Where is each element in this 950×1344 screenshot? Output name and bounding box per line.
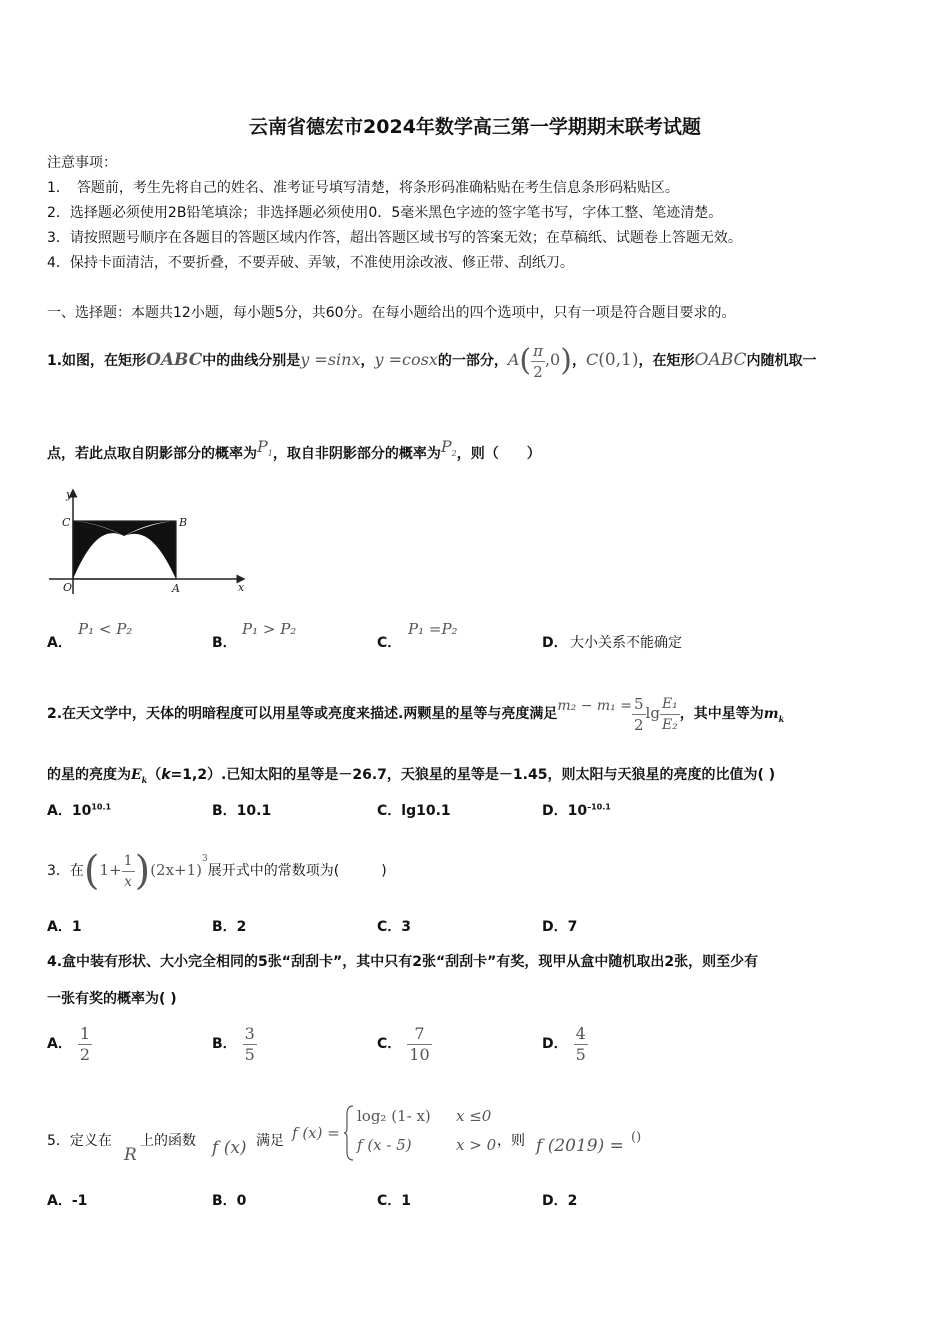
q5-case2-cond: x > 0 (456, 1136, 497, 1154)
q1-text: 内随机取一 (746, 353, 817, 369)
q1-text: ，则（ ） (456, 446, 541, 462)
q3-option-c[interactable] (377, 916, 411, 936)
q5-option-a[interactable] (47, 1190, 87, 1210)
option-text: -1 (71, 1193, 88, 1209)
option-exponent: 10.1 (91, 802, 112, 812)
q1-text: ， (360, 353, 375, 369)
q4-option-b[interactable] (212, 1018, 257, 1070)
fraction-numerator: E₁ (660, 694, 680, 715)
right-paren: ) (134, 848, 151, 894)
q1-option-a-label[interactable]: A． (47, 635, 72, 651)
option-text: 2 (236, 919, 247, 935)
option-label: C． (377, 1036, 402, 1052)
fraction-numerator: 4 (575, 1023, 586, 1043)
option-text: 2 (567, 1193, 578, 1209)
notice-heading: 注意事项： (47, 155, 117, 171)
fraction-denominator: 2 (533, 362, 543, 381)
fraction-denominator: 2 (633, 715, 644, 734)
option-text: 0 (236, 1193, 247, 1209)
option-label: D． (542, 1036, 568, 1052)
q3-one-plus: 1+ (99, 861, 122, 879)
q2-five-halves (632, 694, 646, 735)
p-symbol: P (257, 437, 268, 456)
p-sub: 2 (451, 449, 457, 459)
q4-option-a[interactable] (47, 1018, 92, 1070)
q4-option-d[interactable] (542, 1018, 588, 1070)
notice-item-3: 3．请按照题号顺序在各题目的答题区域内作答，超出答题区域书写的答案无效；在草稿纸、试题卷上答题无效。 (47, 230, 742, 246)
option-label: B． (212, 1193, 237, 1209)
q2-lg: lg (645, 704, 660, 722)
q5-fx: f (x) (212, 1138, 247, 1158)
q2-option-c[interactable] (377, 800, 451, 820)
option-label: B． (212, 803, 237, 819)
fraction-denominator: 10 (409, 1044, 430, 1064)
e-sub: k (141, 774, 148, 785)
q1-text: 中的曲线分别是 (202, 353, 301, 369)
e-symbol: E (131, 767, 142, 783)
q1-point-a: A (507, 350, 520, 369)
fraction-denominator: x (124, 873, 133, 890)
question-1-stem-line2 (47, 430, 541, 464)
option-label: D． (542, 803, 568, 819)
option-base: 10 (567, 803, 588, 819)
q2-option-d[interactable] (542, 800, 611, 820)
option-text: 3 (401, 919, 412, 935)
q1-option-b-label[interactable]: B． (212, 635, 237, 651)
option-label: D． (542, 1193, 568, 1209)
q5-text-1: 5．定义在 (47, 1133, 112, 1149)
fraction-numerator: π (533, 341, 543, 360)
p-sub: 1 (267, 449, 273, 459)
option-text: 7 (567, 919, 578, 935)
q1-text: ， (571, 353, 586, 369)
q2-option-b[interactable] (212, 800, 271, 820)
q1-text: 点，若此点取自阴影部分的概率为 (47, 446, 257, 462)
q1-option-d-label[interactable]: D． (542, 635, 568, 651)
q1-option-a-math: P₁ < P₂ (78, 620, 133, 638)
option-label: B． (212, 919, 237, 935)
m-symbol: m (763, 706, 779, 722)
notice-item-1: 1． 答题前，考生先将自己的姓名、准考证号填写清楚，将条形码准确粘贴在考生信息条形码粘贴区。 (47, 180, 679, 196)
q1-p1 (257, 437, 273, 459)
q3-option-d[interactable] (542, 916, 577, 936)
q1-math-rect: OABC (146, 350, 203, 370)
option-label: A． (47, 1193, 72, 1209)
q2-option-a[interactable] (47, 800, 111, 820)
option-label: B． (212, 1036, 237, 1052)
q5-brace (343, 1104, 355, 1162)
q5-case2-expr: f (x - 5) (357, 1136, 412, 1154)
q1-option-d-text: 大小关系不能确定 (570, 635, 682, 651)
option-exponent: –10.1 (587, 802, 611, 812)
question-2-stem (47, 678, 784, 734)
q5-answer-paren: () (631, 1130, 642, 1145)
q2-text: （ (147, 767, 162, 783)
option-label: C． (377, 1193, 402, 1209)
option-label: C． (377, 803, 402, 819)
fraction-denominator: 5 (575, 1044, 586, 1064)
q2-text: ，其中星等为 (679, 706, 764, 722)
q5-option-b[interactable] (212, 1190, 246, 1210)
option-label: A． (47, 919, 72, 935)
q5-lhs: f (x) = (292, 1124, 340, 1142)
question-4-stem: 4.盒中装有形状、大小完全相同的5张“刮刮卡”，其中只有2张“刮刮卡”有奖，现甲从盒中随机取出2张，则至少有 (47, 954, 759, 970)
option-fraction (407, 1024, 431, 1065)
q1-pi-fraction (531, 341, 545, 382)
q3-exponent: 3 (202, 854, 208, 864)
option-text: lg10.1 (401, 803, 451, 819)
fraction-numerator: 3 (244, 1023, 255, 1043)
fraction-numerator: 1 (79, 1023, 91, 1043)
fraction-denominator: 2 (79, 1044, 91, 1064)
q1-option-b-math: P₁ > P₂ (242, 620, 297, 638)
section-heading: 一、选择题：本题共12小题，每小题5分，共60分。在每小题给出的四个选项中，只有一项是符合题目要求的。 (47, 305, 736, 321)
fraction-numerator: 7 (407, 1024, 431, 1045)
q5-text-4: ，则 (497, 1133, 525, 1149)
q5-text-2: 上的函数 (140, 1133, 196, 1149)
q3-text: 3．在 (47, 863, 84, 879)
q2-ek (131, 767, 147, 783)
q1-math-cos: y =cosx (374, 350, 438, 369)
notice-item-4: 4．保持卡面清洁，不要折叠，不要弄破、弄皱，不准使用涂改液、修正带、刮纸刀。 (47, 255, 574, 271)
option-label: C． (377, 919, 402, 935)
option-fraction (574, 1024, 588, 1065)
q1-text: ，取自非阴影部分的概率为 (272, 446, 441, 462)
q5-r: R (124, 1145, 137, 1165)
q2-text: 2.在天文学中，天体的明暗程度可以用星等或亮度来描述.两颗星的星等与亮度满足 (47, 706, 558, 722)
right-paren: ) (560, 343, 572, 378)
q3-option-a[interactable] (47, 916, 82, 936)
q2-text: =1,2）.已知太阳的星等是－26.7，天狼星的星等是－1.45，则太阳与天狼星的亮度的比值为( ) (170, 767, 776, 783)
left-paren: ( (83, 848, 100, 894)
option-fraction (243, 1024, 257, 1065)
page-title: 云南省德宏市2024年数学高三第一学期期末联考试题 (249, 116, 701, 138)
label-o: O (63, 581, 73, 594)
q2-formula-left: m₂ − m₁ = (557, 698, 632, 714)
fraction-numerator: 5 (633, 694, 644, 713)
option-fraction (78, 1024, 92, 1065)
label-b: B (179, 516, 188, 529)
q2-mk (764, 706, 784, 722)
q3-fraction (122, 851, 135, 892)
q1-text: 的一部分， (437, 353, 508, 369)
q1-option-c-math: P₁ =P₂ (408, 620, 458, 638)
q5-option-d[interactable] (542, 1190, 577, 1210)
fraction-denominator: 5 (244, 1044, 255, 1064)
option-label: D． (542, 919, 568, 935)
q1-option-c-label[interactable]: C． (377, 635, 402, 651)
question-3-stem (47, 834, 387, 894)
q1-point-c: C (585, 350, 599, 369)
q5-text-3: 满足 (256, 1133, 284, 1149)
q1-math-sin: y =sinx (300, 350, 361, 369)
q2-e-ratio (660, 694, 680, 735)
q3-option-b[interactable] (212, 916, 246, 936)
q3-text: 展开式中的常数项为( ) (207, 863, 387, 879)
m-sub: k (778, 713, 785, 724)
q1-zero: ,0 (544, 350, 561, 369)
q5-case1-expr: log₂ (1- x) (357, 1107, 431, 1125)
q1-p2 (440, 437, 457, 459)
option-label: A． (47, 803, 72, 819)
label-y: y (66, 488, 73, 501)
question-4-stem-line2: 一张有奖的概率为( ) (47, 991, 177, 1007)
q2-k: k (161, 767, 171, 783)
q5-option-c[interactable] (377, 1190, 411, 1210)
question-2-stem-line2 (47, 764, 775, 785)
option-base: 10 (71, 803, 92, 819)
question-1-stem (47, 338, 817, 382)
q4-option-c[interactable] (377, 1018, 432, 1070)
label-x: x (238, 581, 245, 594)
left-paren: ( (519, 343, 532, 378)
q1-text: 1.如图，在矩形 (47, 353, 147, 369)
fraction-denominator: E₂ (661, 716, 678, 733)
option-label: A． (47, 1036, 72, 1052)
notice-item-2: 2．选择题必须使用2B铅笔填涂；非选择题必须使用0．5毫米黑色字迹的签字笔书写，字体工整、笔迹清楚。 (47, 205, 723, 221)
option-text: 1 (401, 1193, 412, 1209)
q1-c-coord: (0,1) (598, 350, 639, 370)
fraction-numerator: 1 (122, 851, 135, 872)
p-symbol: P (440, 437, 452, 456)
option-text: 1 (71, 919, 82, 935)
option-text: 10.1 (236, 803, 272, 819)
q3-binomial: (2x+1) (150, 861, 203, 879)
q1-text: ，在矩形 (638, 353, 695, 369)
q1-figure (44, 484, 254, 599)
label-a: A (172, 582, 180, 595)
q5-case1-cond: x ≤0 (456, 1107, 492, 1125)
label-c: C (62, 516, 71, 529)
q5-f2019: f (2019) = (536, 1136, 624, 1156)
q1-math-rect: OABC (694, 350, 747, 370)
q2-text: 的星的亮度为 (47, 767, 131, 783)
